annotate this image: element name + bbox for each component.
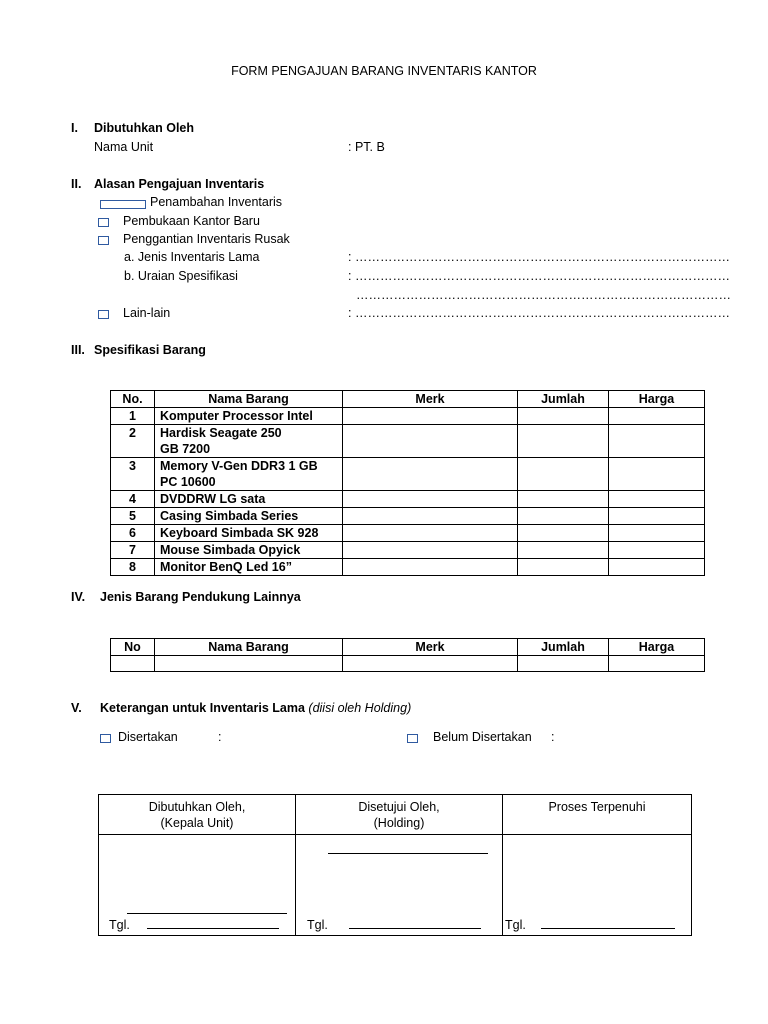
header-harga: Harga xyxy=(609,391,705,408)
signature-box xyxy=(98,794,692,936)
row-name: Hardisk Seagate 250 GB 7200 xyxy=(155,425,343,458)
table-row xyxy=(111,508,705,525)
empty-cell[interactable] xyxy=(343,656,518,672)
table-row xyxy=(111,491,705,508)
header-nama-barang: Nama Barang xyxy=(155,639,343,656)
row-jumlah-cell[interactable] xyxy=(518,508,609,525)
table-row xyxy=(111,408,705,425)
tgl-label-3: Tgl. xyxy=(505,918,526,932)
checkbox-pembukaan[interactable] xyxy=(98,218,109,227)
row-jumlah-cell[interactable] xyxy=(518,559,609,576)
section-1-heading: Dibutuhkan Oleh xyxy=(94,121,194,135)
checkbox-lain-lain[interactable] xyxy=(98,310,109,319)
row-name: Monitor BenQ Led 16” xyxy=(155,559,343,576)
row-merk-cell[interactable] xyxy=(343,458,518,491)
signature-title-2: Disetujui Oleh, xyxy=(358,800,440,814)
sub-a-label: a. Jenis Inventaris Lama xyxy=(124,250,260,264)
tgl-line-1[interactable] xyxy=(147,928,279,929)
spec-table xyxy=(110,390,705,576)
support-table xyxy=(110,638,705,672)
unit-label: Nama Unit xyxy=(94,140,154,154)
checkbox-disertakan[interactable] xyxy=(100,734,111,743)
header-harga: Harga xyxy=(609,639,705,656)
signature-title-1: Dibutuhkan Oleh, xyxy=(148,800,246,814)
sub-b-label: b. Uraian Spesifikasi xyxy=(124,269,238,283)
row-merk-cell[interactable] xyxy=(343,559,518,576)
row-merk-cell[interactable] xyxy=(343,525,518,542)
section-5-number: V. xyxy=(71,701,82,715)
row-merk-cell[interactable] xyxy=(343,508,518,525)
checkbox-belum-disertakan[interactable] xyxy=(407,734,418,743)
row-no: 6 xyxy=(111,525,155,542)
row-no: 3 xyxy=(111,458,155,491)
section-4-heading: Jenis Barang Pendukung Lainnya xyxy=(100,590,301,604)
option-lain-lain-label: Lain-lain xyxy=(123,306,171,320)
row-harga-cell[interactable] xyxy=(609,559,705,576)
empty-cell[interactable] xyxy=(155,656,343,672)
signature-column-kepala-unit xyxy=(99,795,296,935)
section-2-heading: Alasan Pengajuan Inventaris xyxy=(94,177,265,191)
sub-b-fill[interactable]: : ……………………………………………………………………………… xyxy=(348,269,730,283)
header-no: No xyxy=(111,639,155,656)
option-pembukaan-label: Pembukaan Kantor Baru xyxy=(123,214,260,228)
section-1-number: I. xyxy=(71,121,78,135)
support-table-header-row xyxy=(111,639,705,656)
belum-disertakan-label: Belum Disertakan xyxy=(433,730,532,744)
spec-table-header-row xyxy=(111,391,705,408)
signature-column-proses xyxy=(503,795,691,935)
empty-cell[interactable] xyxy=(609,656,705,672)
header-jumlah: Jumlah xyxy=(518,639,609,656)
unit-value: : PT. B xyxy=(348,140,385,154)
empty-cell[interactable] xyxy=(111,656,155,672)
option-penambahan-label: Penambahan Inventaris xyxy=(150,195,283,209)
belum-disertakan-colon: : xyxy=(551,730,555,744)
section-4-number: IV. xyxy=(71,590,86,604)
table-row xyxy=(111,525,705,542)
checkbox-penggantian[interactable] xyxy=(98,236,109,245)
tgl-line-2[interactable] xyxy=(349,928,481,929)
lain-lain-fill[interactable]: : ……………………………………………………………………………… xyxy=(348,306,730,320)
sub-b-fill-2[interactable]: ……………………………………………………………………………… xyxy=(356,288,731,302)
row-harga-cell[interactable] xyxy=(609,508,705,525)
signature-header-holding xyxy=(296,795,502,835)
row-harga-cell[interactable] xyxy=(609,425,705,458)
row-harga-cell[interactable] xyxy=(609,458,705,491)
row-name: Komputer Processor Intel xyxy=(155,408,343,425)
table-row xyxy=(111,542,705,559)
signature-title-3: Proses Terpenuhi xyxy=(548,800,646,814)
page-title: FORM PENGAJUAN BARANG INVENTARIS KANTOR xyxy=(231,64,537,78)
section-3-number: III. xyxy=(71,343,85,357)
signature-header-kepala-unit xyxy=(99,795,295,835)
section-5-heading-wrap xyxy=(100,701,411,715)
row-harga-cell[interactable] xyxy=(609,525,705,542)
row-name: Memory V-Gen DDR3 1 GB PC 10600 xyxy=(155,458,343,491)
row-merk-cell[interactable] xyxy=(343,425,518,458)
section-5-heading-note: (diisi oleh Holding) xyxy=(308,701,412,715)
header-no: No. xyxy=(111,391,155,408)
row-name: Keyboard Simbada SK 928 xyxy=(155,525,343,542)
row-no: 5 xyxy=(111,508,155,525)
table-row xyxy=(111,425,705,458)
tgl-label-2: Tgl. xyxy=(307,918,328,932)
row-merk-cell[interactable] xyxy=(343,491,518,508)
row-no: 7 xyxy=(111,542,155,559)
tgl-line-3[interactable] xyxy=(541,928,675,929)
row-merk-cell[interactable] xyxy=(343,408,518,425)
row-name: DVDDRW LG sata xyxy=(155,491,343,508)
signature-sub-2: (Holding) xyxy=(373,816,425,830)
row-jumlah-cell[interactable] xyxy=(518,425,609,458)
row-jumlah-cell[interactable] xyxy=(518,491,609,508)
table-row xyxy=(111,559,705,576)
header-merk: Merk xyxy=(343,639,518,656)
signature-sub-1: (Kepala Unit) xyxy=(160,816,234,830)
row-merk-cell[interactable] xyxy=(343,542,518,559)
table-row xyxy=(111,458,705,491)
row-jumlah-cell[interactable] xyxy=(518,542,609,559)
signature-header-proses xyxy=(503,795,691,835)
row-jumlah-cell[interactable] xyxy=(518,408,609,425)
row-jumlah-cell[interactable] xyxy=(518,525,609,542)
row-no: 1 xyxy=(111,408,155,425)
signature-column-holding xyxy=(296,795,503,935)
table-row xyxy=(111,656,705,672)
header-jumlah: Jumlah xyxy=(518,391,609,408)
row-name: Casing Simbada Series xyxy=(155,508,343,525)
tgl-label-1: Tgl. xyxy=(109,918,130,932)
sub-a-fill[interactable]: : ……………………………………………………………………………… xyxy=(348,250,730,264)
row-harga-cell[interactable] xyxy=(609,491,705,508)
row-no: 4 xyxy=(111,491,155,508)
disertakan-label: Disertakan xyxy=(118,730,178,744)
checkbox-penambahan[interactable] xyxy=(100,200,146,209)
row-harga-cell[interactable] xyxy=(609,408,705,425)
empty-cell[interactable] xyxy=(518,656,609,672)
row-no: 2 xyxy=(111,425,155,458)
section-3-heading: Spesifikasi Barang xyxy=(94,343,206,357)
row-no: 8 xyxy=(111,559,155,576)
option-penggantian-label: Penggantian Inventaris Rusak xyxy=(123,232,290,246)
header-merk: Merk xyxy=(343,391,518,408)
section-5-heading: Keterangan untuk Inventaris Lama xyxy=(100,701,305,715)
signature-line-2 xyxy=(328,853,488,854)
section-2-number: II. xyxy=(71,177,82,191)
row-jumlah-cell[interactable] xyxy=(518,458,609,491)
header-nama-barang: Nama Barang xyxy=(155,391,343,408)
signature-line-1 xyxy=(127,913,287,914)
row-harga-cell[interactable] xyxy=(609,542,705,559)
row-name: Mouse Simbada Opyick xyxy=(155,542,343,559)
disertakan-colon: : xyxy=(218,730,222,744)
